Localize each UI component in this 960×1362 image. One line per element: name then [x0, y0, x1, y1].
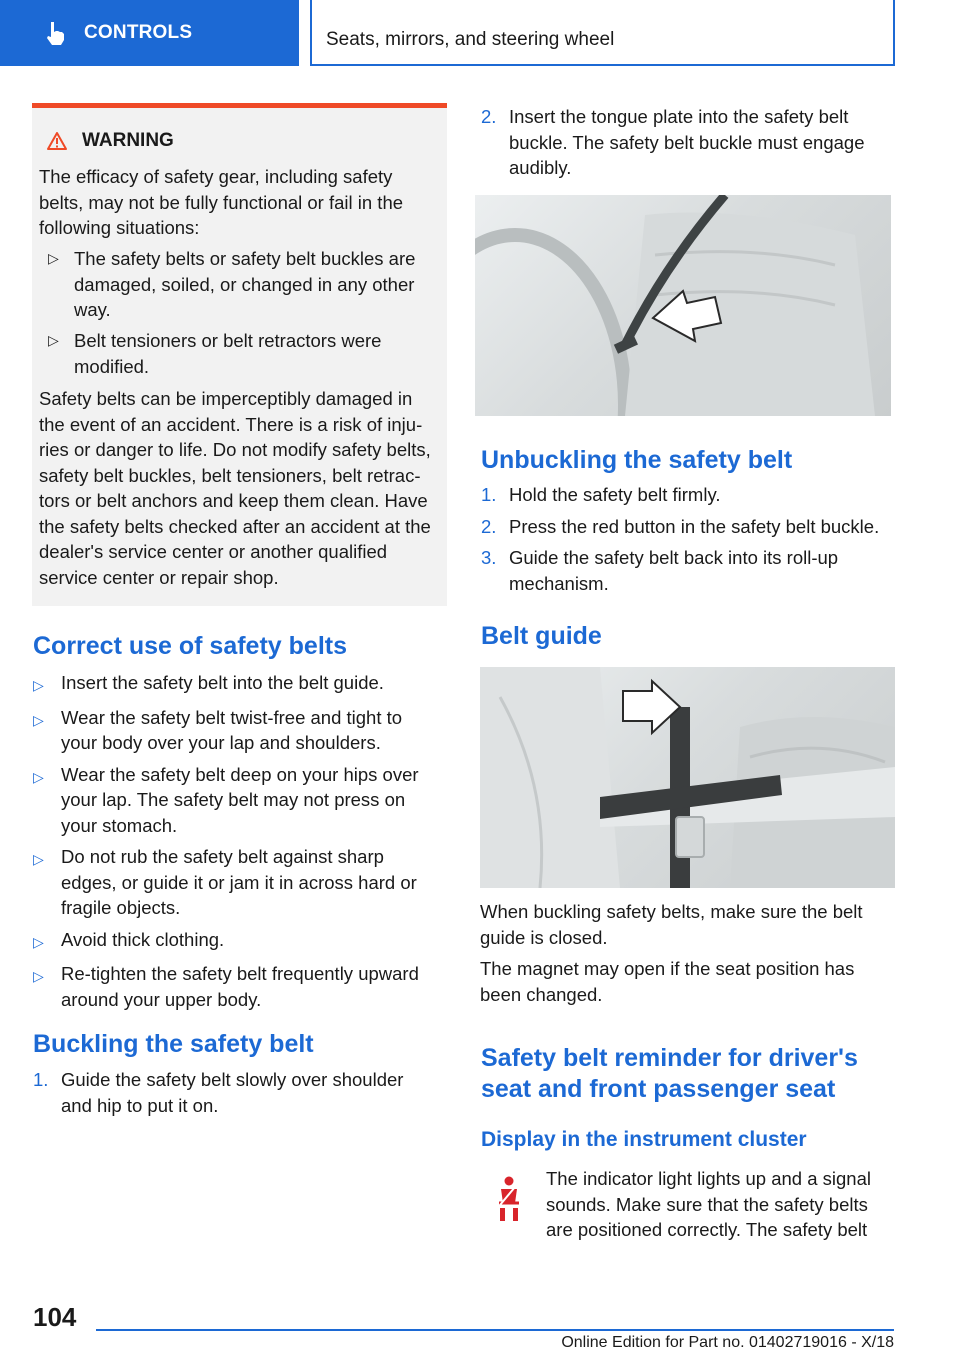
- bullet-icon: ▷: [33, 851, 44, 867]
- section-label: CONTROLS: [84, 22, 193, 43]
- header-divider-right: [893, 0, 895, 66]
- belt-guide-para2: The magnet may open if the seat position has been changed.: [480, 958, 855, 1005]
- bullet-icon: ▷: [33, 677, 44, 693]
- step-item: 2. Insert the tongue plate into the safety belt buckle. The safety belt buckle must engage audibly.: [481, 104, 881, 181]
- bullet-icon: ▷: [33, 768, 44, 785]
- chapter-title: Seats, mirrors, and steering wheel: [326, 29, 615, 50]
- section-heading-buckling: Buckling the safety belt: [33, 1030, 314, 1058]
- list-item: ▷ Re-tighten the safety belt frequently upward around your upper body.: [33, 961, 443, 1012]
- step-item: 2. Press the red button in the safety belt buckle.: [481, 514, 901, 540]
- step-item: 1. Guide the safety belt slowly over shoulder and hip to put it on.: [33, 1067, 433, 1118]
- step-item: 1. Hold the safety belt firmly.: [481, 482, 901, 508]
- section-heading-belt-guide: Belt guide: [481, 622, 602, 650]
- correct-use-list: [33, 670, 443, 1012]
- warning-item: ▷ The safety belts or safety belt buckles are damaged, soiled, or changed in any other way.: [48, 246, 436, 323]
- section-heading-correct-use: Correct use of safety belts: [33, 632, 347, 660]
- buckle-illustration-art: [475, 195, 891, 416]
- bullet-icon: ▷: [48, 250, 59, 266]
- header-rule: [310, 64, 895, 66]
- hand-pointer-icon: [40, 18, 70, 48]
- unbuckling-list: [481, 482, 901, 596]
- section-tab[interactable]: [0, 0, 299, 66]
- bullet-icon: ▷: [33, 968, 44, 984]
- bullet-icon: ▷: [48, 332, 59, 348]
- list-item: ▷ Wear the safety belt twist-free and tight to your body over your lap and shoulders.: [33, 705, 443, 756]
- step-number: 3.: [481, 547, 497, 568]
- bullet-icon: ▷: [33, 711, 44, 728]
- step-number: 2.: [481, 106, 497, 127]
- list-item: ▷ Wear the safety belt deep on your hips over your lap. The safety belt may not press on your stomach.: [33, 762, 443, 839]
- step-item: 3. Guide the safety belt back into its roll-up mechanism.: [481, 545, 901, 596]
- warning-label: WARNING: [82, 130, 174, 151]
- warning-item: ▷ Belt tensioners or belt retractors were modified.: [48, 328, 436, 379]
- section-heading-unbuckling: Unbuckling the safety belt: [481, 446, 793, 474]
- warning-body: Safety belts can be imperceptibly damaged in the event of an accident. There is a risk of inju‐ries or danger to life. Do not modify safety belts, safety belt buckles, belt tensioners, belt retrac‐tors or belt anchors and keep them clean. Have the safety belts checked after an accident at the dealer's service center or another qualified service center or repair shop.: [39, 388, 431, 588]
- bullet-icon: ▷: [33, 933, 44, 950]
- footer-rule: [96, 1329, 894, 1331]
- step-number: 2.: [481, 515, 497, 537]
- belt-guide-illustration: [480, 667, 895, 888]
- warning-heading: [46, 130, 174, 152]
- belt-guide-para1: When buckling safety belts, make sure the belt guide is closed.: [480, 901, 863, 948]
- page-number: 104: [33, 1302, 77, 1332]
- warning-intro: The efficacy of safety gear, including safety belts, may not be fully functional or fail in the following situations:: [39, 166, 404, 238]
- seatbelt-warning-icon: [494, 1175, 524, 1225]
- list-item: ▷ Do not rub the safety belt against sharp edges, or guide it or jam it in across hard or fragile objects.: [33, 844, 443, 921]
- warning-triangle-icon: [46, 131, 68, 151]
- reminder-text: The indicator light lights up and a signal sounds. Make sure that the safety belts are positioned correctly. The safety belt: [546, 1168, 871, 1240]
- buckle-illustration: [475, 195, 891, 416]
- subheading-display: Display in the instrument cluster: [481, 1128, 807, 1151]
- step-number: 1.: [481, 484, 497, 505]
- section-heading-reminder: Safety belt reminder for driver's seat and front passenger seat: [481, 1044, 858, 1103]
- belt-guide-illustration-art: [480, 667, 895, 888]
- list-item: ▷ Insert the safety belt into the belt guide.: [33, 670, 443, 699]
- edition-note: Online Edition for Part no. 01402719016 - X/18: [561, 1334, 894, 1351]
- step-number: 1.: [33, 1069, 49, 1090]
- list-item: ▷ Avoid thick clothing.: [33, 927, 443, 956]
- header-divider: [310, 0, 312, 66]
